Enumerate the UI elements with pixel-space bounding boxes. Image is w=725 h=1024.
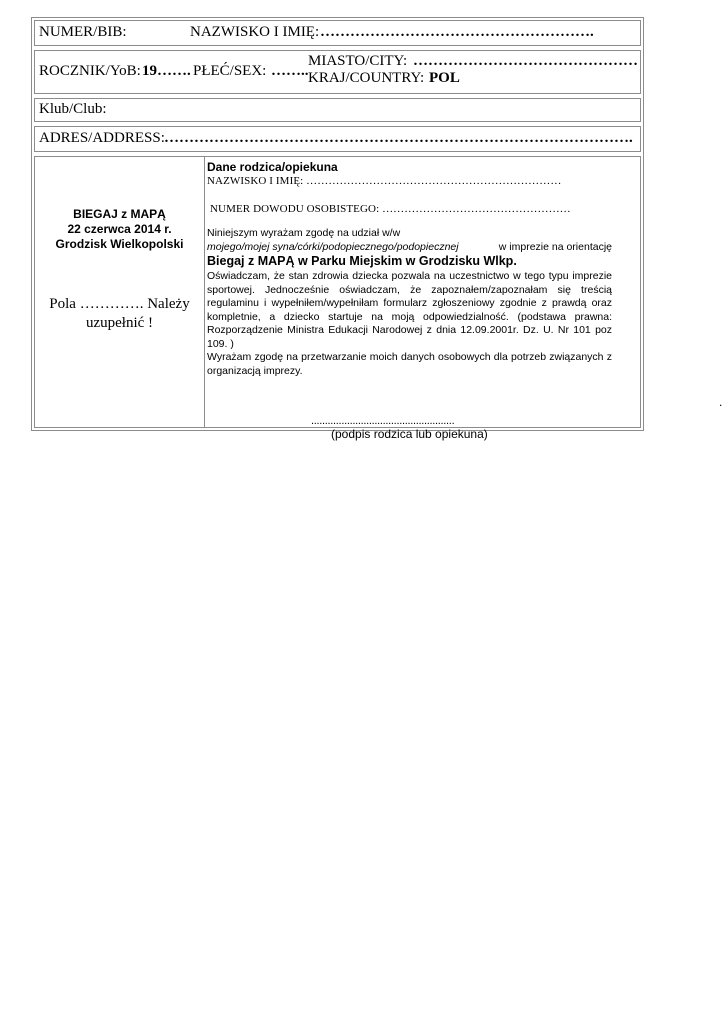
row-guardian	[34, 156, 641, 441]
row-yob-sex-city	[34, 50, 641, 94]
name-field[interactable]: ……………………………………………….	[320, 24, 594, 40]
event-title: BIEGAJ z MAPĄ	[73, 207, 166, 221]
guardian-heading: Dane rodzica/opiekuna	[207, 160, 338, 174]
yob-label: ROCZNIK/YoB:	[39, 63, 141, 79]
signature-label: (podpis rodzica lub opiekuna)	[331, 427, 488, 441]
row-address	[34, 126, 641, 152]
row-bib-name	[34, 20, 641, 46]
city-field[interactable]: ………………………………………	[413, 53, 638, 69]
consent-intro: Niniejszym wyrażam zgodę na udział w/w	[207, 227, 401, 239]
event-full-name: Biegaj z MAPĄ w Parku Miejskim w Grodzisku Wlkp.	[207, 254, 517, 268]
consent-line	[207, 241, 612, 255]
bib-label: NUMER/BIB:	[39, 24, 127, 40]
sex-field[interactable]: ……..	[271, 63, 309, 79]
address-label: ADRES/ADDRESS:	[39, 130, 165, 146]
event-location: Grodzisk Wielkopolski	[55, 237, 184, 251]
stray-mark: .	[719, 395, 723, 409]
fill-note-line2: uzupełnić !	[85, 315, 154, 331]
country-label: KRAJ/COUNTRY:	[308, 70, 425, 86]
country-value: POL	[429, 70, 460, 86]
event-date: 22 czerwca 2014 r.	[67, 222, 172, 236]
registration-form	[31, 17, 644, 441]
row-club	[34, 98, 641, 122]
guardian-column	[207, 157, 640, 441]
signature-field[interactable]: ....................................................	[311, 415, 455, 427]
fill-note-line1: Pola …………. Należy	[49, 296, 190, 312]
address-field[interactable]: ………………………………………………………………………………….	[164, 130, 633, 146]
name-label: NAZWISKO I IMIĘ:	[190, 24, 320, 40]
guardian-name-field[interactable]: NAZWISKO I IMIĘ: ……………………………………………………………	[207, 175, 562, 187]
data-consent: Wyrażam zgodę na przetwarzanie moich danych osobowych dla potrzeb związanych z organizacją imprezy.	[207, 351, 612, 377]
consent-rest: w imprezie na orientację	[498, 241, 612, 253]
city-label: MIASTO/CITY:	[308, 53, 408, 69]
consent-italic: mojego/mojej syna/córki/podopiecznego/podopiecznej	[207, 241, 459, 253]
health-declaration: Oświadczam, że stan zdrowia dziecka pozwala na uczestnictwo w tego typu imprezie sportowej. Jednocześnie oświadczam, że zapoznałem/zapoznałam się treścią regulaminu i wypełniłem/wypełniłam formularz zgłoszeniowy zgodnie z prawdą oraz kompletnie, a dziecko startuje na moją odpowiedzialność. (podstawa prawna: Rozporządzenie Ministra Edukacji Narodowej z dnia 12.09.2001r. Dz. U. Nr 101 poz 109. )	[207, 270, 612, 350]
sex-label: PŁEĆ/SEX:	[193, 63, 267, 79]
guardian-id-field[interactable]: NUMER DOWODU OSOBISTEGO: ……………………………………………	[210, 203, 571, 215]
event-info-column	[35, 157, 205, 427]
yob-field[interactable]: 19…….	[142, 63, 191, 79]
club-label: Klub/Club:	[39, 101, 107, 117]
